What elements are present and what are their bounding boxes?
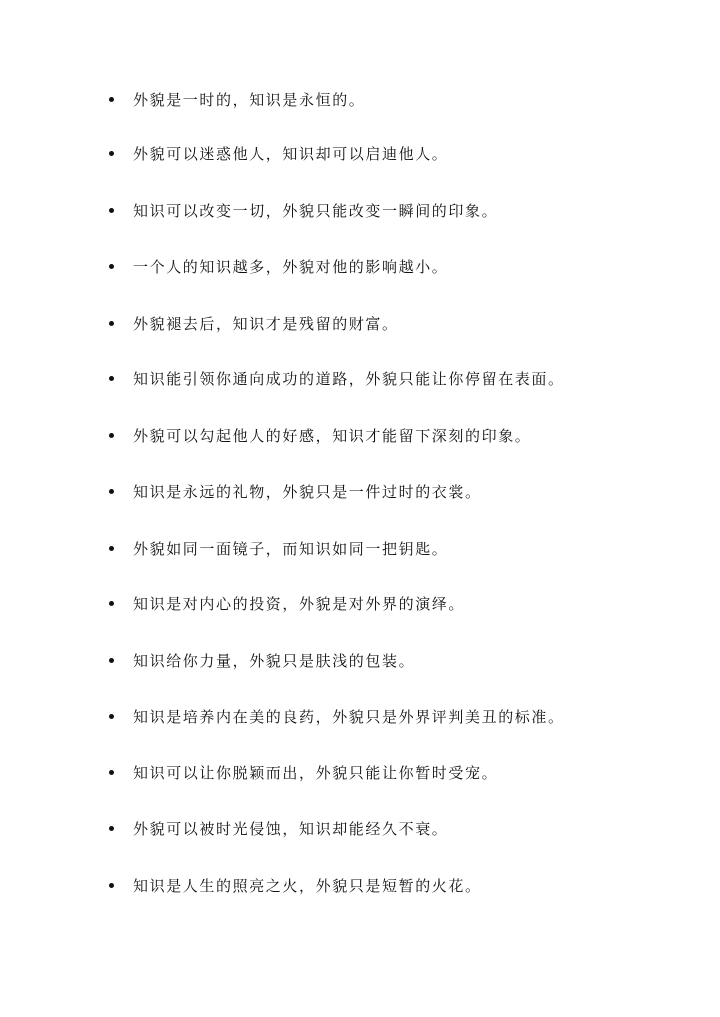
bullet-icon: [109, 601, 114, 606]
list-item-text: 外貌可以勾起他人的好感，知识才能留下深刻的印象。: [133, 427, 532, 445]
list-item: [0, 647, 720, 675]
list-item: [0, 253, 720, 281]
list-item: [0, 86, 720, 114]
list-item-text: 知识是永远的礼物，外貌只是一件过时的衣裳。: [133, 483, 482, 501]
list-item-text: 外貌如同一面镜子，而知识如同一把钥匙。: [133, 540, 449, 558]
list-item-text: 知识是培养内在美的良药，外貌只是外界评判美丑的标准。: [133, 708, 565, 726]
bullet-icon: [109, 376, 114, 381]
list-item-text: 外貌可以被时光侵蚀，知识却能经久不衰。: [133, 820, 449, 838]
list-item: [0, 872, 720, 900]
bullet-icon: [109, 321, 114, 326]
bullet-icon: [109, 97, 114, 102]
bullet-icon: [109, 489, 114, 494]
list-item-text: 知识可以改变一切，外貌只能改变一瞬间的印象。: [133, 202, 499, 220]
list-item: [0, 535, 720, 563]
list-item-text: 一个人的知识越多，外貌对他的影响越小。: [133, 258, 449, 276]
list-item: [0, 759, 720, 787]
list-item-text: 知识可以让你脱颖而出，外貌只能让你暂时受宠。: [133, 764, 499, 782]
list-item-text: 知识能引领你通向成功的道路，外貌只能让你停留在表面。: [133, 370, 565, 388]
list-item: [0, 422, 720, 450]
bullet-icon: [109, 546, 114, 551]
list-item: [0, 310, 720, 338]
bullet-icon: [109, 658, 114, 663]
bullet-icon: [109, 208, 114, 213]
list-item-text: 知识给你力量，外貌只是肤浅的包装。: [133, 652, 416, 670]
list-item: [0, 703, 720, 731]
bullet-icon: [109, 770, 114, 775]
list-item: [0, 365, 720, 393]
list-item: [0, 140, 720, 168]
list-item: [0, 815, 720, 843]
list-item-text: 知识是对内心的投资，外貌是对外界的演绎。: [133, 595, 466, 613]
list-item-text: 外貌可以迷惑他人，知识却可以启迪他人。: [133, 145, 449, 163]
list-item-text: 外貌是一时的，知识是永恒的。: [133, 91, 366, 109]
bullet-icon: [109, 883, 114, 888]
bullet-icon: [109, 433, 114, 438]
bullet-icon: [109, 151, 114, 156]
list-item: [0, 590, 720, 618]
bullet-icon: [109, 714, 114, 719]
bullet-icon: [109, 264, 114, 269]
list-item: [0, 478, 720, 506]
list-item: [0, 197, 720, 225]
bullet-icon: [109, 826, 114, 831]
list-item-text: 知识是人生的照亮之火，外貌只是短暂的火花。: [133, 877, 482, 895]
list-item-text: 外貌褪去后，知识才是残留的财富。: [133, 315, 399, 333]
